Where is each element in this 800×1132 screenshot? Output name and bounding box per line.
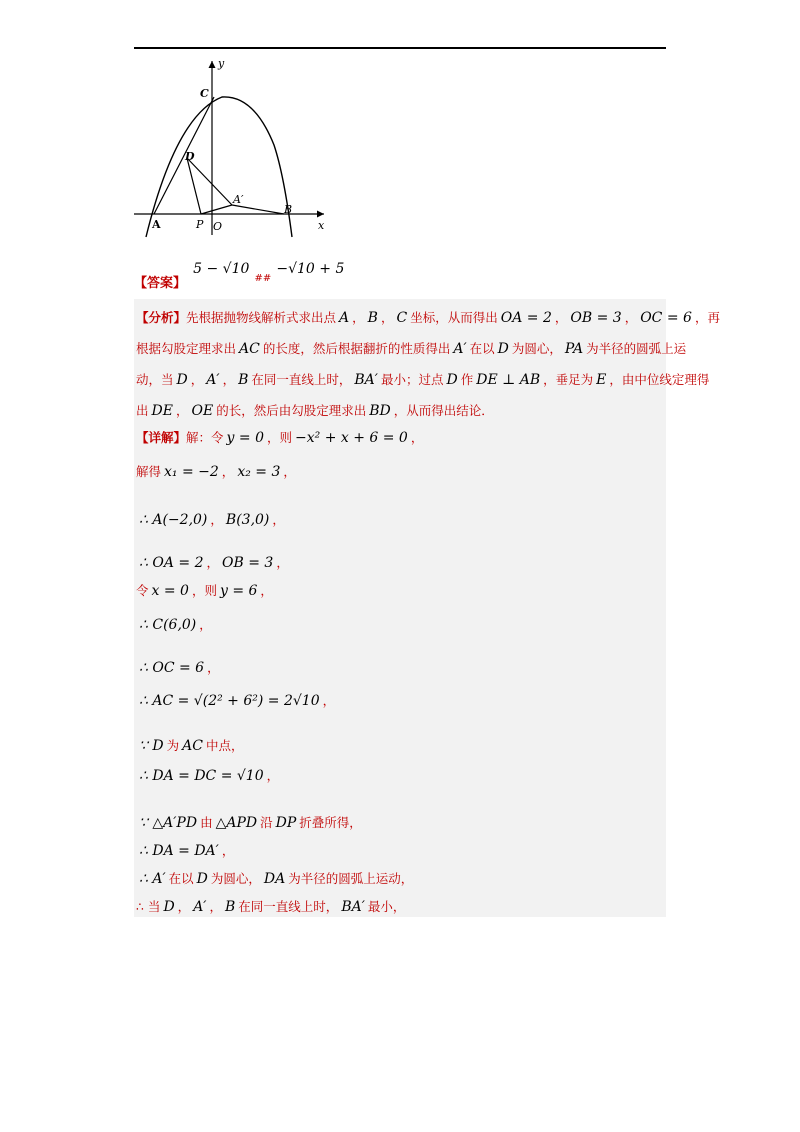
analysis-segment: ， xyxy=(190,372,204,387)
label-p: P xyxy=(196,218,204,231)
detail-segment: 沿 xyxy=(260,815,273,830)
detail-segment: ， xyxy=(260,583,273,598)
detail-segment: 为 xyxy=(166,738,180,753)
detail-segment: B(3,0) xyxy=(225,512,270,528)
detail-segment: ， xyxy=(221,464,235,479)
parabola-figure xyxy=(134,55,334,240)
detail-segment: ， xyxy=(209,899,222,914)
detail-segment: ， xyxy=(410,430,424,445)
analysis-segment: PA xyxy=(564,341,584,357)
analysis-segment: OB = 3 xyxy=(570,310,622,326)
answer-value-1: 5 − √10 xyxy=(193,261,250,277)
analysis-segment: A′ xyxy=(206,372,220,388)
detail-line xyxy=(136,552,289,575)
analysis-line xyxy=(136,307,720,330)
analysis-segment: ， xyxy=(554,310,568,325)
detail-segment: ∵ △A′PD xyxy=(139,815,198,831)
label-c: C xyxy=(200,87,209,100)
detail-segment: OB = 3 xyxy=(222,555,274,571)
detail-segment: BA′ xyxy=(341,899,365,915)
detail-line xyxy=(136,735,243,758)
analysis-segment: ， xyxy=(380,310,394,325)
analysis-segment: 为半径的圆弧上运 xyxy=(586,341,687,356)
detail-segment: ∴ C(6,0) xyxy=(139,617,197,633)
answer-tag: 【答案】 xyxy=(134,276,187,291)
analysis-segment: ， xyxy=(222,372,236,387)
detail-segment: 折叠所得， xyxy=(299,815,362,830)
detail-segment: ∴ OA = 2 xyxy=(139,555,204,571)
analysis-segment: 动，当 xyxy=(136,372,174,387)
label-d: D xyxy=(185,150,195,163)
detail-line xyxy=(136,461,296,484)
answer-line xyxy=(134,258,345,291)
analysis-segment: 【分析】 xyxy=(136,310,187,325)
detail-segment: △APD xyxy=(215,815,258,831)
detail-segment: ， xyxy=(283,464,296,479)
detail-segment: y = 0 xyxy=(226,430,264,446)
detail-segment: 中点， xyxy=(205,738,244,753)
analysis-segment: E xyxy=(596,372,607,388)
analysis-segment: B xyxy=(238,372,249,388)
detail-segment: ，则 xyxy=(191,583,217,598)
detail-segment: ∵ D xyxy=(139,738,164,754)
detail-segment: ， xyxy=(276,555,289,570)
detail-segment: ∴ DA = DA′ xyxy=(139,843,219,859)
detail-line xyxy=(136,765,279,788)
analysis-segment: 在同一直线上时， xyxy=(251,372,352,387)
detail-segment: AC xyxy=(182,738,203,754)
detail-segment: ， xyxy=(272,512,285,527)
detail-line xyxy=(136,509,285,532)
detail-segment: ∴ A(−2,0) xyxy=(139,512,208,528)
analysis-segment: D xyxy=(176,372,188,388)
analysis-segment: BA′ xyxy=(354,372,378,388)
detail-line xyxy=(136,868,413,891)
detail-segment: 令 xyxy=(136,583,149,598)
analysis-segment: B xyxy=(367,310,378,326)
segment-a-prime-b xyxy=(232,205,284,214)
analysis-segment: D xyxy=(497,341,509,357)
analysis-segment: ， xyxy=(175,403,189,418)
analysis-segment: 作 xyxy=(460,372,474,387)
label-b: B xyxy=(284,203,293,216)
detail-segment: 由 xyxy=(200,815,213,830)
detail-segment: A′ xyxy=(193,899,207,915)
detail-segment: ， xyxy=(221,843,235,858)
analysis-segment: DE ⊥ AB xyxy=(476,372,541,388)
analysis-segment: 为圆心， xyxy=(511,341,562,356)
analysis-segment: 出 xyxy=(136,403,149,418)
detail-line xyxy=(136,657,220,680)
label-a-prime: A′ xyxy=(233,193,244,206)
analysis-segment: 的长，然后由勾股定理求出 xyxy=(216,403,367,418)
label-x: x xyxy=(318,219,325,232)
analysis-line xyxy=(136,369,709,392)
analysis-segment: BD xyxy=(369,403,391,419)
detail-segment: 在以 xyxy=(168,871,194,886)
analysis-segment: 先根据抛物线解析式求出点 xyxy=(186,310,337,325)
detail-segment: 最小， xyxy=(367,899,406,914)
answer-value-2: −√10 + 5 xyxy=(276,261,345,277)
segment-pa-prime xyxy=(201,205,232,214)
analysis-segment: ， xyxy=(624,310,638,325)
detail-segment: ， xyxy=(207,660,220,675)
detail-segment: D xyxy=(163,899,175,915)
analysis-segment: ，垂足为 xyxy=(543,372,594,387)
analysis-segment: DE xyxy=(151,403,173,419)
detail-segment: 【详解】 xyxy=(136,430,187,445)
analysis-segment: ，由中位线定理得 xyxy=(609,372,710,387)
detail-segment: ∴ A′ xyxy=(139,871,166,887)
detail-segment: y = 6 xyxy=(219,583,258,599)
segment-dp xyxy=(187,158,201,214)
detail-segment: ， xyxy=(210,512,223,527)
analysis-segment: ， xyxy=(352,310,365,325)
detail-segment: DA xyxy=(263,871,286,887)
analysis-segment: C xyxy=(396,310,408,326)
detail-segment: DP xyxy=(275,815,297,831)
detail-segment: ，则 xyxy=(266,430,292,445)
detail-segment: 在同一直线上时， xyxy=(238,899,339,914)
detail-segment: 解得 xyxy=(136,464,162,479)
detail-line xyxy=(136,840,234,863)
analysis-segment: 根据勾股定理求出 xyxy=(136,341,237,356)
detail-segment: ∴ DA = DC = √10 xyxy=(139,768,264,784)
header-rule xyxy=(134,47,666,49)
analysis-segment: 最小；过点 xyxy=(380,372,444,387)
detail-segment: 解：令 xyxy=(186,430,224,445)
detail-segment: x = 0 xyxy=(151,583,189,599)
analysis-line xyxy=(136,400,494,423)
detail-segment: ， xyxy=(206,555,219,570)
detail-segment: −x² + x + 6 = 0 xyxy=(295,430,408,446)
detail-segment: B xyxy=(225,899,236,915)
analysis-segment: OC = 6 xyxy=(640,310,692,326)
analysis-segment: 坐标，从而得出 xyxy=(410,310,498,325)
detail-segment: ， xyxy=(199,617,212,632)
detail-segment: ， xyxy=(322,693,336,708)
detail-segment: ∴ AC = √(2² + 6²) = 2√10 xyxy=(139,693,320,709)
detail-line xyxy=(136,896,405,919)
detail-segment: D xyxy=(196,871,208,887)
detail-segment: x₂ = 3 xyxy=(237,464,281,480)
analysis-line xyxy=(136,338,686,361)
analysis-segment: 在以 xyxy=(469,341,495,356)
analysis-segment: AC xyxy=(239,341,260,357)
detail-segment: ∴ 当 xyxy=(136,899,161,914)
label-a: A xyxy=(152,218,161,231)
detail-line xyxy=(136,614,212,637)
detail-segment: ∴ OC = 6 xyxy=(139,660,205,676)
parabola-curve xyxy=(146,97,292,237)
analysis-segment: OA = 2 xyxy=(500,310,552,326)
analysis-segment: ，再 xyxy=(694,310,720,325)
label-y: y xyxy=(218,57,225,70)
analysis-segment: A′ xyxy=(453,341,467,357)
label-o: O xyxy=(213,220,223,233)
segment-da-prime xyxy=(187,158,232,205)
detail-line xyxy=(136,427,423,450)
detail-segment: ， xyxy=(177,899,191,914)
analysis-segment: OE xyxy=(191,403,214,419)
answer-separator: ## xyxy=(254,273,272,284)
detail-segment: x₁ = −2 xyxy=(164,464,219,480)
analysis-segment: A xyxy=(339,310,350,326)
analysis-segment: 的长度，然后根据翻折的性质得出 xyxy=(262,341,451,356)
analysis-segment: D xyxy=(446,372,458,388)
detail-segment: ， xyxy=(266,768,280,783)
detail-line xyxy=(136,690,335,713)
detail-line xyxy=(136,580,273,603)
detail-segment: 为圆心， xyxy=(210,871,261,886)
segment-ac xyxy=(154,97,214,214)
detail-segment: 为半径的圆弧上运动， xyxy=(288,871,414,886)
analysis-segment: ，从而得出结论． xyxy=(393,403,494,418)
detail-line xyxy=(136,812,362,835)
